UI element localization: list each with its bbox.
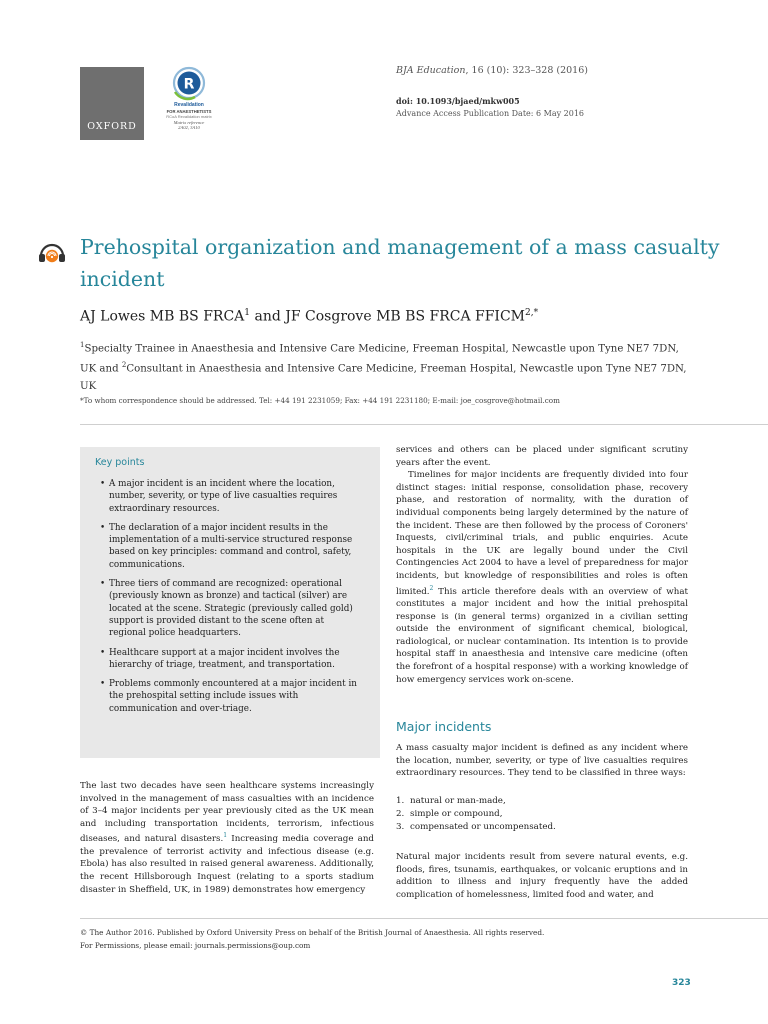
podcast-headphones-icon[interactable] (38, 241, 66, 263)
classification-item (396, 821, 688, 834)
intro-text-a: The last two decades have seen healthcare systems increasingly involved in the management of mass casualties with an incidence of 3–4 major incidents per year previously cited as the UK mean and including transportation incidents, terrorism, infectious diseases, and natural disasters. (80, 781, 374, 845)
key-point-item: • Problems commonly encountered at a major incident in the prehospital setting include issues with communication and over-triage. (100, 678, 362, 715)
copyright-notice (80, 926, 544, 952)
classification-item (396, 795, 688, 808)
revalidation-letter: R (183, 76, 195, 93)
revalidation-badge-icon (165, 66, 213, 102)
oxford-logo-text: OXFORD (87, 121, 137, 132)
classification-text: compensated or uncompensated. (410, 822, 556, 832)
key-points-box (80, 447, 380, 758)
reference-2-link[interactable]: 2 (429, 584, 434, 592)
correspondence-note: *To whom correspondence should be addressed. Tel: +44 191 2231059; Fax: +44 191 2231180; E-mail: joe_cosgrove@hotmail.com (80, 396, 560, 405)
reference-1-link[interactable]: 1 (223, 832, 228, 840)
definition-paragraph (396, 742, 688, 780)
revalidation-line3: RCoA Revalidation matrix (166, 114, 212, 120)
classification-number: 3. (396, 822, 405, 832)
author-conjunction: and (250, 308, 286, 325)
affiliations (80, 337, 690, 395)
author-list (80, 308, 538, 325)
key-points-list (100, 478, 362, 722)
timelines-text-b: This article therefore deals with an overview of what constitutes a major incident and how the initial prehospital response is (in general terms) organized in a civilian setting outside the environment of significant chemical, biological, radiological, or nuclear contamination. Its intention is to provide hospital staff in anaesthesia and intensive care medicine (often the forefront of a hospital response) with a working knowledge of how emergency services work on-scene. (396, 586, 688, 685)
timelines-text-a: Timelines for major incidents are frequently divided into four distinct stages: initial response, consolidation phase, recovery phase, and restoration of normality, with the duration of individual components being largely determined by the nature of the incident. These are then followed by the process of Coroners' Inquests, civil/criminal trials, and public enquiries. Acute hospitals in the UK are legally bound under the Civil Contingencies Act 2004 to have a level of preparedness for major incidents, but knowledge of responsibilities and roles is often limited. (396, 470, 688, 597)
revalidation-line4: Matrix reference (173, 119, 205, 125)
right-column-text (396, 444, 688, 686)
author-1-affiliation-mark: 1 (244, 308, 251, 318)
revalidation-line1: Revalidation (174, 102, 204, 108)
section-heading-major-incidents: Major incidents (396, 719, 492, 734)
revalidation-line5: 2A02, 3A10 (178, 125, 200, 131)
author-2-affiliation-mark: 2,* (525, 308, 539, 318)
advance-access-date: Advance Access Publication Date: 6 May 2016 (396, 109, 585, 118)
journal-name: BJA Education (396, 65, 466, 76)
affiliation-2-text: Consultant in Anaesthesia and Intensive Care Medicine, Freeman Hospital, Newcastle upon Tyne NE7 7DN, UK (80, 363, 687, 392)
doi-link[interactable]: doi: 10.1093/bjaed/mkw005 (396, 96, 520, 106)
author-1[interactable]: AJ Lowes MB BS FRCA (80, 308, 245, 325)
classification-text: simple or compound, (410, 809, 503, 819)
revalidation-line2: FOR ANAESTHETISTS (166, 108, 212, 114)
continued-paragraph: services and others can be placed under significant scrutiny years after the event. (396, 445, 688, 468)
article-title: Prehospital organization and management of a mass casualty incident (80, 235, 720, 291)
key-points-heading: Key points (95, 457, 145, 468)
affiliation-1-text: Specialty Trainee in Anaesthesia and Intensive Care Medicine, Freeman Hospital, Newcastle upon Tyne NE7 7DN, UK and (80, 343, 679, 375)
footer-divider (80, 918, 768, 919)
page-number: 323 (672, 978, 691, 988)
revalidation-logo (165, 66, 213, 152)
classification-list (396, 795, 688, 834)
classification-item (396, 808, 688, 821)
intro-paragraph (80, 780, 374, 896)
journal-volume: , 16 (10): 323–328 (2016) (465, 65, 588, 76)
affiliation-1-mark: 1 (80, 341, 85, 349)
natural-incidents-paragraph (396, 851, 688, 901)
copyright-text: © The Author 2016. Published by Oxford University Press on behalf of the British Journal of Anaesthesia. All rights reserved. (80, 928, 545, 937)
key-point-item: • The declaration of a major incident results in the implementation of a multi-service structured response based on key principles: command and control, safety, communications. (100, 522, 362, 571)
classification-number: 1. (396, 796, 405, 806)
affiliation-2-mark: 2 (121, 361, 127, 370)
permissions-text: For Permissions, please email: journals.permissions@oup.com (80, 941, 311, 950)
definition-text: A mass casualty major incident is defined as any incident where the location, number, severity, or type of live casualties requires extraordinary resources. They tend to be classified in three ways: (396, 743, 688, 779)
key-point-item: • Healthcare support at a major incident involves the hierarchy of triage, treatment, and transportation. (100, 647, 362, 672)
author-2[interactable]: JF Cosgrove MB BS FRCA FFICM (285, 308, 526, 325)
key-point-item: • A major incident is an incident where the location, number, severity, or type of live casualties requires extraordinary resources. (100, 478, 362, 515)
oxford-logo (80, 67, 144, 140)
natural-incidents-text: Natural major incidents result from severe natural events, e.g. floods, fires, tsunamis, earthquakes, or volcanic eruptions and in addition to illness and injury frequently have the added complication of homelessness, limited food and water, and (396, 852, 688, 900)
classification-number: 2. (396, 809, 405, 819)
journal-citation (396, 65, 588, 76)
timelines-paragraph (396, 469, 688, 686)
header-divider (80, 424, 768, 425)
intro-text-b: Increasing media coverage and the prevalence of terrorist activity and infectious disease (e.g. Ebola) has also resulted in raised general awareness. Additionally, the recent Hillsborough Inquest (relating to a sports stadium disaster in Sheffield, UK, in 1989) demonstrates how emergency (80, 834, 374, 895)
key-point-item: • Three tiers of command are recognized: operational (previously known as bronze) and tactical (silver) are located at the scene. Strategic (previously called gold) support is provided distant to the scene often at regional police headquarters. (100, 578, 362, 639)
classification-text: natural or man-made, (410, 796, 506, 806)
